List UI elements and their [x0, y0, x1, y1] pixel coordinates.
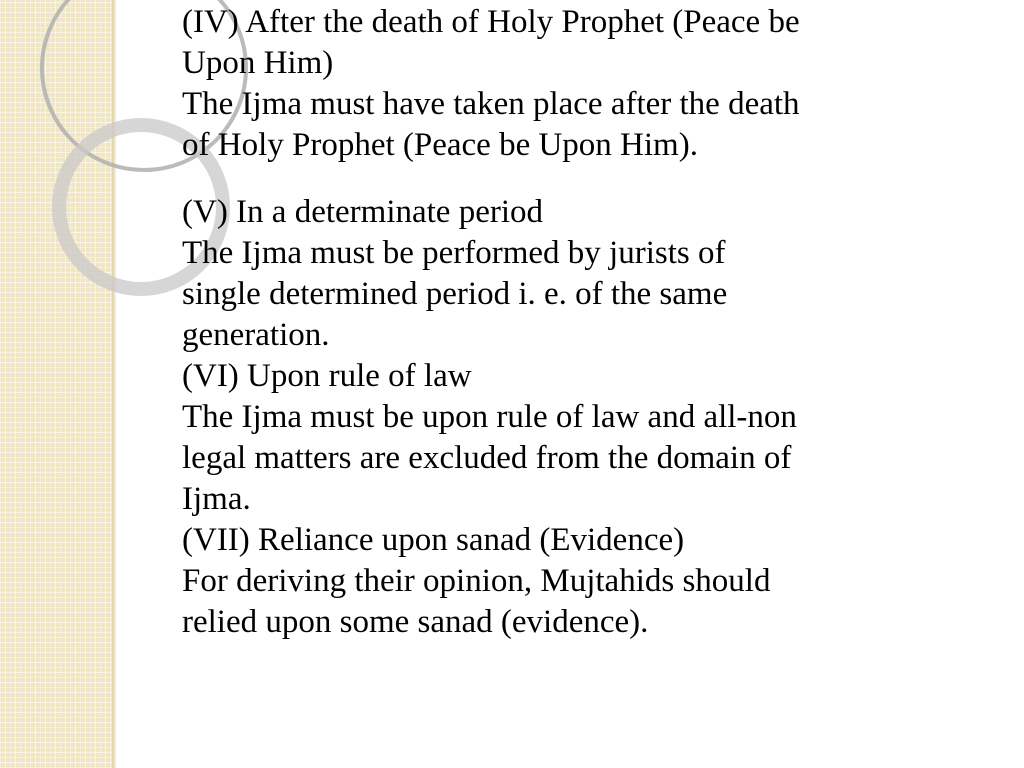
heading-v: (V) In a determinate period: [182, 194, 544, 230]
body-vii-line-1: For deriving their opinion, Mujtahids should: [182, 563, 771, 599]
heading-vi: (VI) Upon rule of law: [182, 358, 472, 394]
section-iv: [182, 2, 992, 166]
body-vi-line-1: The Ijma must be upon rule of law and all-non: [182, 399, 797, 435]
heading-iv: (IV) After the death of Holy Prophet (Peace be: [182, 4, 800, 40]
heading-vii: (VII) Reliance upon sanad (Evidence): [182, 522, 685, 558]
section-v-to-vii: [182, 192, 992, 643]
body-iv-line-1: The Ijma must have taken place after the death: [182, 86, 800, 122]
body-v-line-2: single determined period i. e. of the same: [182, 276, 728, 312]
slide-body-text: [182, 2, 992, 643]
body-v-line-1: The Ijma must be performed by jurists of: [182, 235, 726, 271]
body-iv-line-2: of Holy Prophet (Peace be Upon Him).: [182, 127, 698, 163]
body-vi-line-2: legal matters are excluded from the domain of: [182, 440, 792, 476]
body-v-line-3: generation.: [182, 317, 330, 353]
heading-iv-continued: Upon Him): [182, 45, 334, 81]
body-vi-line-3: Ijma.: [182, 481, 251, 517]
body-vii-line-2: relied upon some sanad (evidence).: [182, 604, 649, 640]
